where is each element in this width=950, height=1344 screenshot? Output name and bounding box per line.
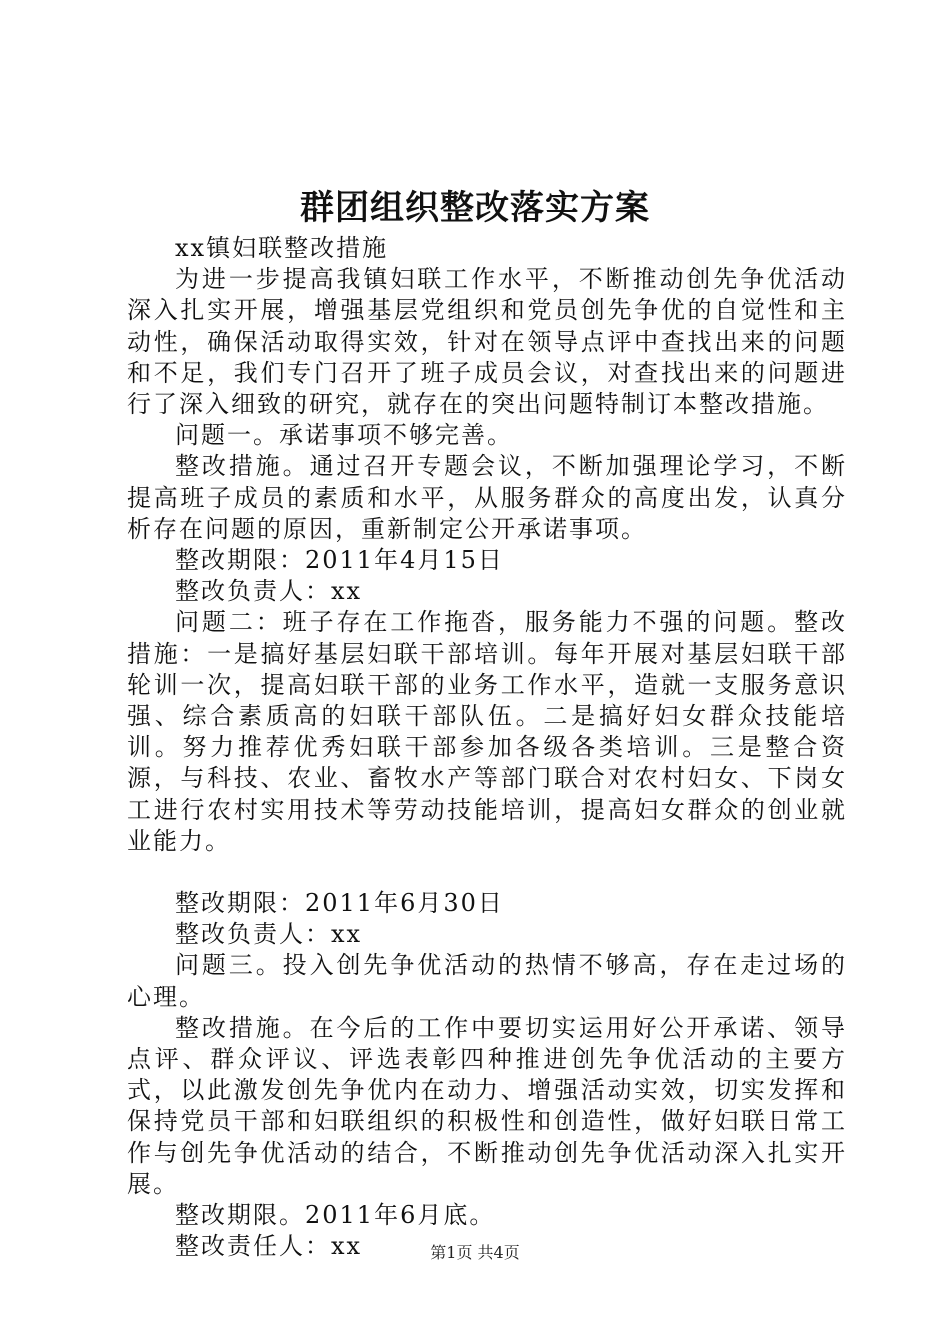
paragraph-responsible-2: 整改负责人：xx	[175, 920, 363, 949]
page-number-footer: 第1页 共4页	[430, 1243, 520, 1262]
paragraph-deadline-2: 整改期限：2011年6月30日	[175, 889, 504, 918]
paragraph-problem-2: 问题二：班子存在工作拖沓，服务能力不强的问题。整改措施：一是搞好基层妇联干部培训。每年开展对基层妇联干部轮训一次，提高妇联干部的业务工作水平，造就一支服务意识强、综合素质高的妇联干部队伍。二是搞好妇女群众技能培训。努力推荐优秀妇联干部参加各级各类培训。三是整合资源，与科技、农业、畜牧水产等部门联合对农村妇女、下岗女工进行农村实用技术等劳动技能培训，提高妇女群众的创业就业能力。	[127, 608, 847, 855]
paragraph-measures-3: 整改措施。在今后的工作中要切实运用好公开承诺、领导点评、群众评议、评选表彰四种推进创先争优活动的主要方式，以此激发创先争优内在动力、增强活动实效，切实发挥和保持党员干部和妇联组织的积极性和创造性，做好妇联日常工作与创先争优活动的结合，不断推动创先争优活动深入扎实开展。	[127, 1013, 847, 1198]
paragraph-responsible-1: 整改负责人：xx	[175, 577, 363, 606]
paragraph-intro: 为进一步提高我镇妇联工作水平，不断推动创先争优活动深入扎实开展，增强基层党组织和党员创先争优的自觉性和主动性，确保活动取得实效，针对在领导点评中查找出来的问题和不足，我们专门召开了班子成员会议，对查找出来的问题进行了深入细致的研究，就存在的突出问题特制订本整改措施。	[127, 265, 847, 419]
paragraph-problem-3: 问题三。投入创先争优活动的热情不够高，存在走过场的心理。	[127, 951, 847, 1011]
paragraph-subtitle: xx镇妇联整改措施	[175, 234, 389, 262]
document-title: 群团组织整改落实方案	[300, 188, 650, 228]
document-body	[127, 233, 847, 1263]
paragraph-problem-1: 问题一。承诺事项不够完善。	[175, 421, 513, 450]
paragraph-responsible-3: 整改责任人：xx	[175, 1232, 363, 1261]
paragraph-measures-1: 整改措施。通过召开专题会议，不断加强理论学习，不断提高班子成员的素质和水平，从服务群众的高度出发，认真分析存在问题的原因，重新制定公开承诺事项。	[127, 452, 847, 543]
paragraph-deadline-1: 整改期限：2011年4月15日	[175, 546, 504, 575]
paragraph-deadline-3: 整改期限。2011年6月底。	[175, 1201, 496, 1230]
